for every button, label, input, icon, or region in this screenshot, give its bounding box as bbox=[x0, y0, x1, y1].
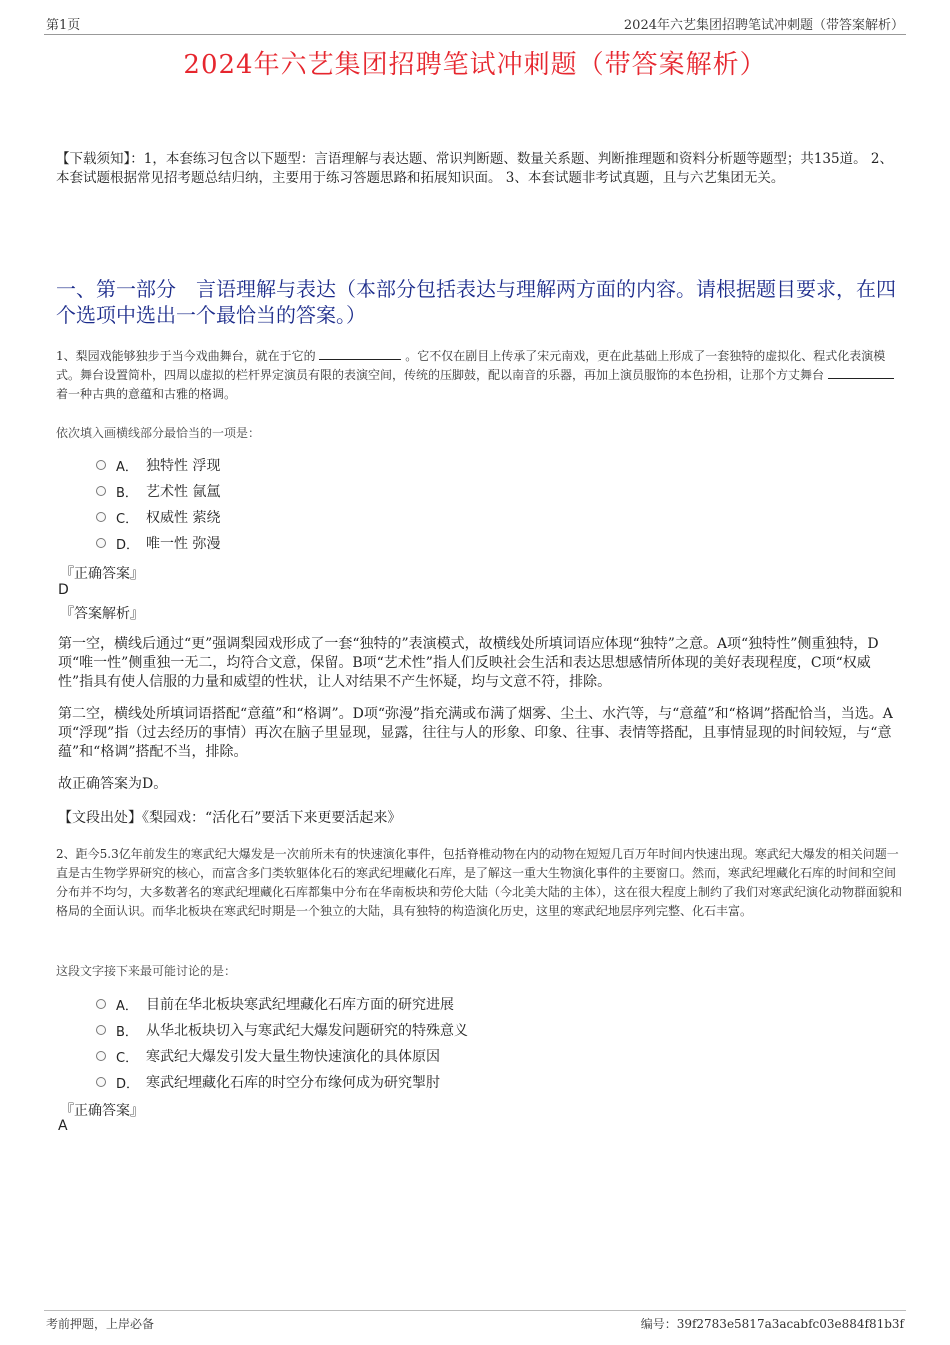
correct-answer-label: 『正确答案』 bbox=[60, 1103, 144, 1119]
option-text: 艺术性 氤氲 bbox=[146, 484, 221, 500]
option-b[interactable] bbox=[96, 1017, 468, 1043]
question-2-options bbox=[96, 991, 468, 1095]
question-2-prompt: 这段文字接下来最可能讨论的是： bbox=[56, 964, 237, 978]
radio-icon[interactable] bbox=[96, 460, 106, 470]
radio-icon[interactable] bbox=[96, 1025, 106, 1035]
footer-divider bbox=[44, 1310, 906, 1311]
question-1-part-c: 着一种古典的意蕴和古雅的格调。 bbox=[56, 387, 237, 401]
radio-icon[interactable] bbox=[96, 1051, 106, 1061]
question-1-prompt: 依次填入画横线部分最恰当的一项是： bbox=[56, 426, 261, 440]
option-c[interactable] bbox=[96, 1043, 468, 1069]
option-text: 唯一性 弥漫 bbox=[146, 536, 221, 552]
option-b[interactable] bbox=[96, 478, 220, 504]
option-text: 寒武纪大爆发引发大量生物快速演化的具体原因 bbox=[146, 1049, 440, 1065]
option-letter: C． bbox=[116, 511, 139, 527]
question-1-part-a: 1、梨园戏能够独步于当今戏曲舞台，就在于它的 bbox=[56, 349, 316, 363]
option-text: 从华北板块切入与寒武纪大爆发问题研究的特殊意义 bbox=[146, 1023, 468, 1039]
radio-icon[interactable] bbox=[96, 999, 106, 1009]
option-letter: B． bbox=[116, 1024, 138, 1040]
question-2-text: 2、距今5.3亿年前发生的寒武纪大爆发是一次前所未有的快速演化事件，包括脊椎动物在内的动物在短短几百万年时间内快速出现。寒武纪大爆发的相关问题一直是古生物学界研究的核心，而富含多门类软躯体化石的寒武纪埋藏化石库，是了解这一重大生物演化事件的主要窗口。然而，寒武纪埋藏化石库的时间和空间分布并不均匀，大多数著名的寒武纪埋藏化石库都集中分布在华南板块和劳伦大陆（今北美大陆的主体），这在很大程度上制约了我们对寒武纪演化动物群面貌和格局的全面认识。而华北板块在寒武纪时期是一个独立的大陆，具有独特的构造演化历史，这里的寒武纪地层序列完整、化石丰富。 bbox=[56, 847, 903, 918]
analysis-paragraph: 第一空，横线后通过“更”强调梨园戏形成了一套“独特的”表演模式，故横线处所填词语应体现“独特”之意。A项“独特性”侧重独特，D项“唯一性”侧重独一无二，均符合文意，保留。B项“艺术性”指人们反映社会生活和表达思想感情所体现的美好表现程度，C项“权威性”指具有使人信服的力量和威望的性状，让人对结果不产生怀疑，均与文意不符，排除。 bbox=[58, 636, 879, 690]
section-heading: 一、第一部分 言语理解与表达（本部分包括表达与理解两方面的内容。请根据题目要求，在四个选项中选出一个最恰当的答案。） bbox=[56, 277, 896, 327]
page-number: 第1页 bbox=[46, 18, 81, 33]
document-id: 编号：39f2783e5817a3acabfc03e884f81b3f bbox=[640, 1317, 904, 1331]
radio-icon[interactable] bbox=[96, 512, 106, 522]
analysis-paragraph: 第二空，横线处所填词语搭配“意蕴”和“格调”。D项“弥漫”指充满或布满了烟雾、尘土、水汽等，与“意蕴”和“格调”搭配恰当，当选。A项“浮现”指（过去经历的事情）再次在脑子里显现，显露，往往与人的形象、印象、往事、表情等搭配，且事情显现的时间较短，与“意蕴”和“格调”搭配不当，排除。 bbox=[58, 706, 893, 760]
radio-icon[interactable] bbox=[96, 486, 106, 496]
option-d[interactable] bbox=[96, 530, 220, 556]
header-divider bbox=[44, 34, 906, 35]
option-letter: A． bbox=[116, 459, 138, 475]
option-letter: A． bbox=[116, 998, 138, 1014]
download-notice: 【下载须知】：1，本套练习包含以下题型：言语理解与表达题、常识判断题、数量关系题、判断推理题和资料分析题等题型；共135道。 2、本套试题根据常见招考题总结归纳，主要用于练习答题思路和拓展知识面。 3、本套试题非考试真题，且与六艺集团无关。 bbox=[56, 151, 893, 186]
question-1-part-b: 。它不仅在剧目上传承了宋元南戏，更在此基础上形成了一套独特的虚拟化、程式化表演模式。舞台设置简朴，四周以虚拟的栏杆界定演员有限的表演空间，传统的压脚鼓，配以南音的乐器，再加上演员服饰的本色扮相，让那个方丈舞台 bbox=[56, 349, 886, 382]
radio-icon[interactable] bbox=[96, 538, 106, 548]
document-title: 2024年六艺集团招聘笔试冲刺题（带答案解析） bbox=[183, 50, 767, 80]
radio-icon[interactable] bbox=[96, 1077, 106, 1087]
analysis-label: 『答案解析』 bbox=[60, 606, 144, 622]
option-text: 权威性 萦绕 bbox=[146, 510, 221, 526]
passage-source: 【文段出处】《梨园戏：“活化石”要活下来更要活起来》 bbox=[58, 810, 402, 826]
option-text: 寒武纪埋藏化石库的时空分布缘何成为研究掣肘 bbox=[146, 1075, 440, 1091]
footer-slogan: 考前押题，上岸必备 bbox=[46, 1317, 155, 1331]
option-d[interactable] bbox=[96, 1069, 468, 1095]
correct-answer-value: D bbox=[58, 582, 69, 598]
option-c[interactable] bbox=[96, 504, 220, 530]
correct-answer-value: A bbox=[58, 1118, 68, 1134]
question-1-options bbox=[96, 452, 220, 556]
option-letter: C． bbox=[116, 1050, 139, 1066]
question-1-text bbox=[56, 347, 902, 404]
option-text: 独特性 浮现 bbox=[146, 458, 221, 474]
option-a[interactable] bbox=[96, 991, 468, 1017]
option-letter: B． bbox=[116, 485, 138, 501]
option-letter: D． bbox=[116, 537, 140, 553]
blank-2 bbox=[828, 366, 894, 379]
option-text: 目前在华北板块寒武纪埋藏化石库方面的研究进展 bbox=[146, 997, 454, 1013]
correct-answer-label: 『正确答案』 bbox=[60, 566, 144, 582]
option-letter: D． bbox=[116, 1076, 140, 1092]
option-a[interactable] bbox=[96, 452, 220, 478]
blank-1 bbox=[319, 347, 401, 360]
analysis-conclusion: 故正确答案为D。 bbox=[58, 776, 168, 792]
running-header-title: 2024年六艺集团招聘笔试冲刺题（带答案解析） bbox=[623, 18, 904, 33]
